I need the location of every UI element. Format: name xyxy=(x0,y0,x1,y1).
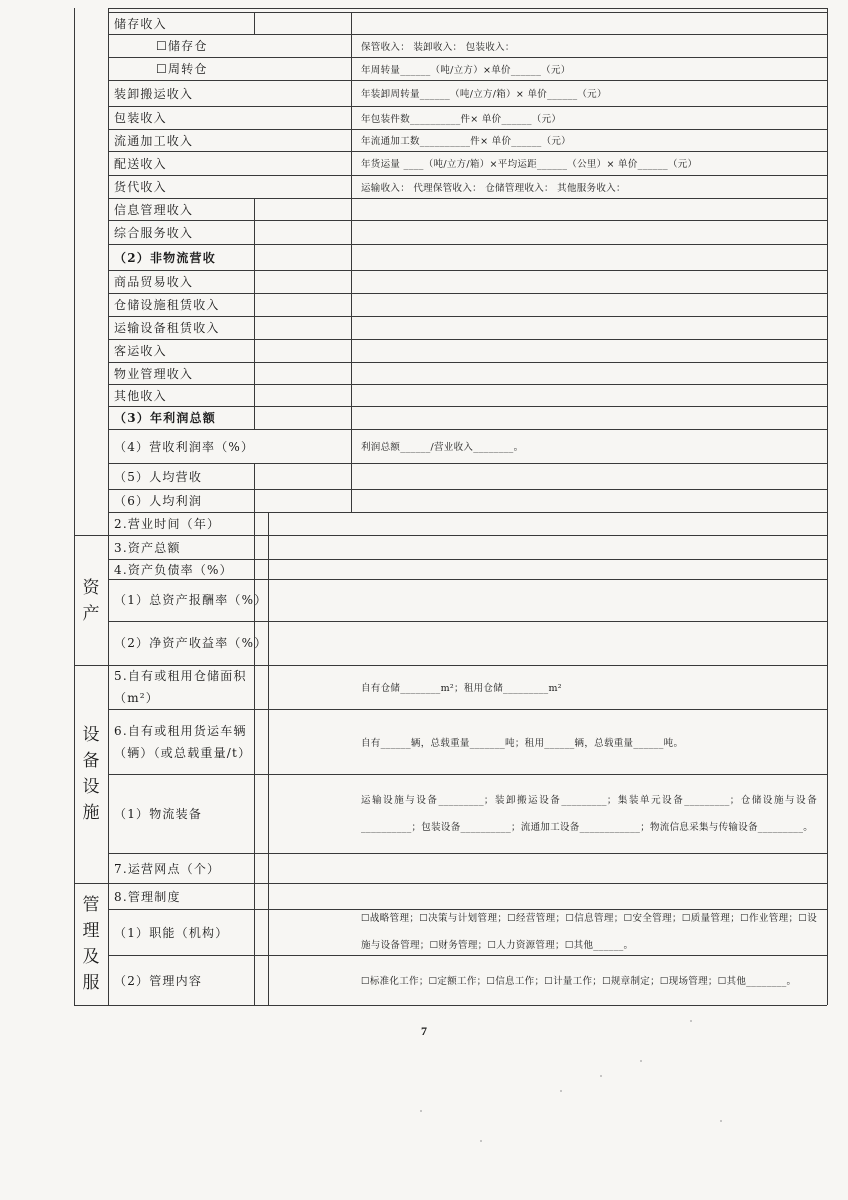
row-label: 4.资产负债率（%） xyxy=(114,562,233,577)
table-vertical-rule xyxy=(254,293,255,316)
category-management-char-1: 管 xyxy=(82,895,100,915)
row-label: 8.管理制度 xyxy=(114,889,181,904)
row-detail[interactable] xyxy=(351,293,827,316)
table-vertical-rule xyxy=(268,709,269,774)
table-vertical-rule xyxy=(254,198,255,220)
row-detail[interactable] xyxy=(351,883,827,909)
table-horizontal-rule xyxy=(108,1005,827,1006)
row-label: 流通加工收入 xyxy=(114,133,194,148)
row-label: 客运收入 xyxy=(114,344,167,358)
row-label: （2）非物流营收 xyxy=(114,250,216,265)
table-vertical-rule xyxy=(254,339,255,362)
row-detail[interactable]: ☐战略管理；☐决策与计划管理；☐经营管理；☐信息管理；☐安全管理；☐质量管理；☐作业管理；☐设施与设备管理；☐财务管理；☐人力资源管理；☐其他______。 xyxy=(361,913,817,951)
category-management-char-3: 及 xyxy=(82,947,100,967)
row-detail[interactable] xyxy=(351,621,827,665)
table-vertical-rule xyxy=(268,621,269,665)
table-vertical-rule xyxy=(254,12,255,34)
table-vertical-rule xyxy=(254,316,255,339)
row-detail[interactable] xyxy=(351,463,827,489)
row-label: （6）人均利润 xyxy=(114,494,203,508)
row-detail[interactable] xyxy=(351,220,827,244)
row-detail[interactable]: 保管收入： 装卸收入： 包装收入： xyxy=(361,41,515,53)
category-assets xyxy=(74,537,108,665)
row-label: 储存收入 xyxy=(114,16,167,31)
table-vertical-rule xyxy=(268,853,269,883)
row-detail[interactable] xyxy=(351,406,827,429)
row-detail[interactable] xyxy=(351,535,827,559)
category-equipment-char-4: 施 xyxy=(82,803,100,823)
row-label: ☐周转仓 xyxy=(156,62,208,76)
category-management xyxy=(74,883,108,1005)
table-vertical-rule xyxy=(254,463,255,489)
category-equipment xyxy=(74,665,108,883)
row-detail[interactable] xyxy=(351,489,827,512)
row-detail[interactable] xyxy=(351,316,827,339)
row-detail[interactable]: 年流通加工数__________件× 单价______（元） xyxy=(361,136,571,147)
category-management-char-2: 理 xyxy=(82,921,100,941)
row-detail[interactable]: 运输收入： 代理保管收入： 仓储管理收入： 其他服务收入： xyxy=(361,182,626,194)
row-label: （5）人均营收 xyxy=(114,469,203,484)
row-label: 7.运营网点（个） xyxy=(114,861,221,876)
row-label: （1）总资产报酬率（%） xyxy=(114,593,268,607)
category-management-char-4: 服 xyxy=(82,973,100,993)
row-label: 2.营业时间（年） xyxy=(114,517,221,531)
row-label: 仓储设施租赁收入 xyxy=(114,298,220,312)
row-label: 3.资产总额 xyxy=(114,540,181,555)
scan-speck xyxy=(480,1140,482,1142)
row-label: 综合服务收入 xyxy=(114,225,194,240)
row-label: 其他收入 xyxy=(114,388,167,403)
table-vertical-rule xyxy=(268,955,269,1005)
table-vertical-rule xyxy=(254,270,255,293)
row-detail[interactable] xyxy=(351,339,827,362)
table-vertical-rule xyxy=(268,665,269,709)
row-detail[interactable]: 年货运量 ____（吨/立方/箱）×平均运距______（公里）× 单价______（元） xyxy=(361,159,698,170)
row-label: 商品贸易收入 xyxy=(114,275,194,289)
row-detail[interactable]: 年包装件数__________件× 单价______（元） xyxy=(361,113,562,125)
table-vertical-rule xyxy=(254,489,255,512)
row-label: 6.自有或租用货运车辆（辆）（或总载重量/t） xyxy=(114,723,252,760)
table-vertical-rule xyxy=(268,883,269,909)
row-detail[interactable] xyxy=(351,198,827,220)
category-equipment-char-1: 设 xyxy=(82,725,100,745)
table-horizontal-rule xyxy=(74,1005,108,1006)
row-detail[interactable]: ☐标准化工作；☐定额工作；☐信息工作；☐计量工作；☐规章制定；☐现场管理；☐其他________。 xyxy=(361,976,797,987)
table-vertical-rule xyxy=(268,559,269,579)
row-label: （2）管理内容 xyxy=(114,973,203,988)
scan-speck xyxy=(640,1060,642,1062)
table-vertical-rule xyxy=(268,909,269,955)
row-detail[interactable]: 运输设施与设备_________；装卸搬运设备_________；集装单元设备_________；仓储设施与设备__________；包装设备__________；流通加工设备____________；物流信息采集与传输设备_________。 xyxy=(361,794,817,833)
row-label: （3）年利润总额 xyxy=(114,411,216,425)
row-detail[interactable]: 年装卸周转量______（吨/立方/箱）× 单价______（元） xyxy=(361,89,607,100)
row-label: （1）物流装备 xyxy=(114,807,203,821)
table-vertical-rule xyxy=(254,384,255,406)
row-label: 装卸搬运收入 xyxy=(114,86,194,101)
row-detail[interactable] xyxy=(351,512,827,535)
category-equipment-char-2: 备 xyxy=(82,751,100,771)
table-horizontal-rule xyxy=(108,8,827,9)
table-vertical-rule xyxy=(268,535,269,559)
table-vertical-rule xyxy=(268,774,269,853)
row-detail[interactable]: 自有______辆，总载重量_______吨；租用______辆，总载重量______吨。 xyxy=(361,737,684,749)
row-detail[interactable] xyxy=(351,559,827,579)
category-assets-char-1: 资 xyxy=(82,578,100,598)
category-assets-char-2: 产 xyxy=(82,604,100,624)
table-vertical-rule xyxy=(268,512,269,535)
row-label: 运输设备租赁收入 xyxy=(114,321,220,335)
row-detail[interactable] xyxy=(351,384,827,406)
row-detail[interactable]: 利润总额______/营业收入________。 xyxy=(361,442,524,453)
row-label: （2）净资产收益率（%） xyxy=(114,636,268,650)
row-detail[interactable] xyxy=(351,244,827,270)
table-vertical-rule xyxy=(254,220,255,244)
scan-speck xyxy=(560,1090,562,1092)
table-vertical-rule xyxy=(827,8,828,1005)
row-detail[interactable]: 年周转量______（吨/立方）×单价______（元） xyxy=(361,64,571,76)
row-detail[interactable] xyxy=(351,12,827,34)
scan-speck xyxy=(720,1120,722,1122)
category-equipment-char-3: 设 xyxy=(82,777,100,797)
scan-speck xyxy=(690,1020,692,1022)
table-vertical-rule xyxy=(254,362,255,384)
row-label: 物业管理收入 xyxy=(114,366,194,381)
row-label: 5.自有或租用仓储面积（m²） xyxy=(114,669,247,705)
table-vertical-rule xyxy=(268,579,269,621)
row-label: （4）营收利润率（%） xyxy=(114,439,254,454)
table-vertical-rule xyxy=(254,244,255,270)
row-detail[interactable] xyxy=(351,853,827,883)
row-label: ☐储存仓 xyxy=(156,39,208,53)
row-label: 信息管理收入 xyxy=(114,202,194,217)
row-detail[interactable] xyxy=(351,579,827,621)
row-label: 配送收入 xyxy=(114,156,167,171)
row-label: 包装收入 xyxy=(114,111,167,125)
scan-speck xyxy=(600,1075,602,1077)
row-label: （1）职能（机构） xyxy=(114,925,229,940)
page-number: 7 xyxy=(421,1024,427,1038)
row-detail[interactable] xyxy=(351,270,827,293)
table-vertical-rule xyxy=(254,406,255,429)
row-label: 货代收入 xyxy=(114,180,167,194)
row-detail[interactable]: 自有仓储________m²；租用仓储_________m² xyxy=(361,683,562,694)
table-horizontal-rule xyxy=(74,535,108,536)
row-detail[interactable] xyxy=(351,362,827,384)
scan-speck xyxy=(420,1110,422,1112)
